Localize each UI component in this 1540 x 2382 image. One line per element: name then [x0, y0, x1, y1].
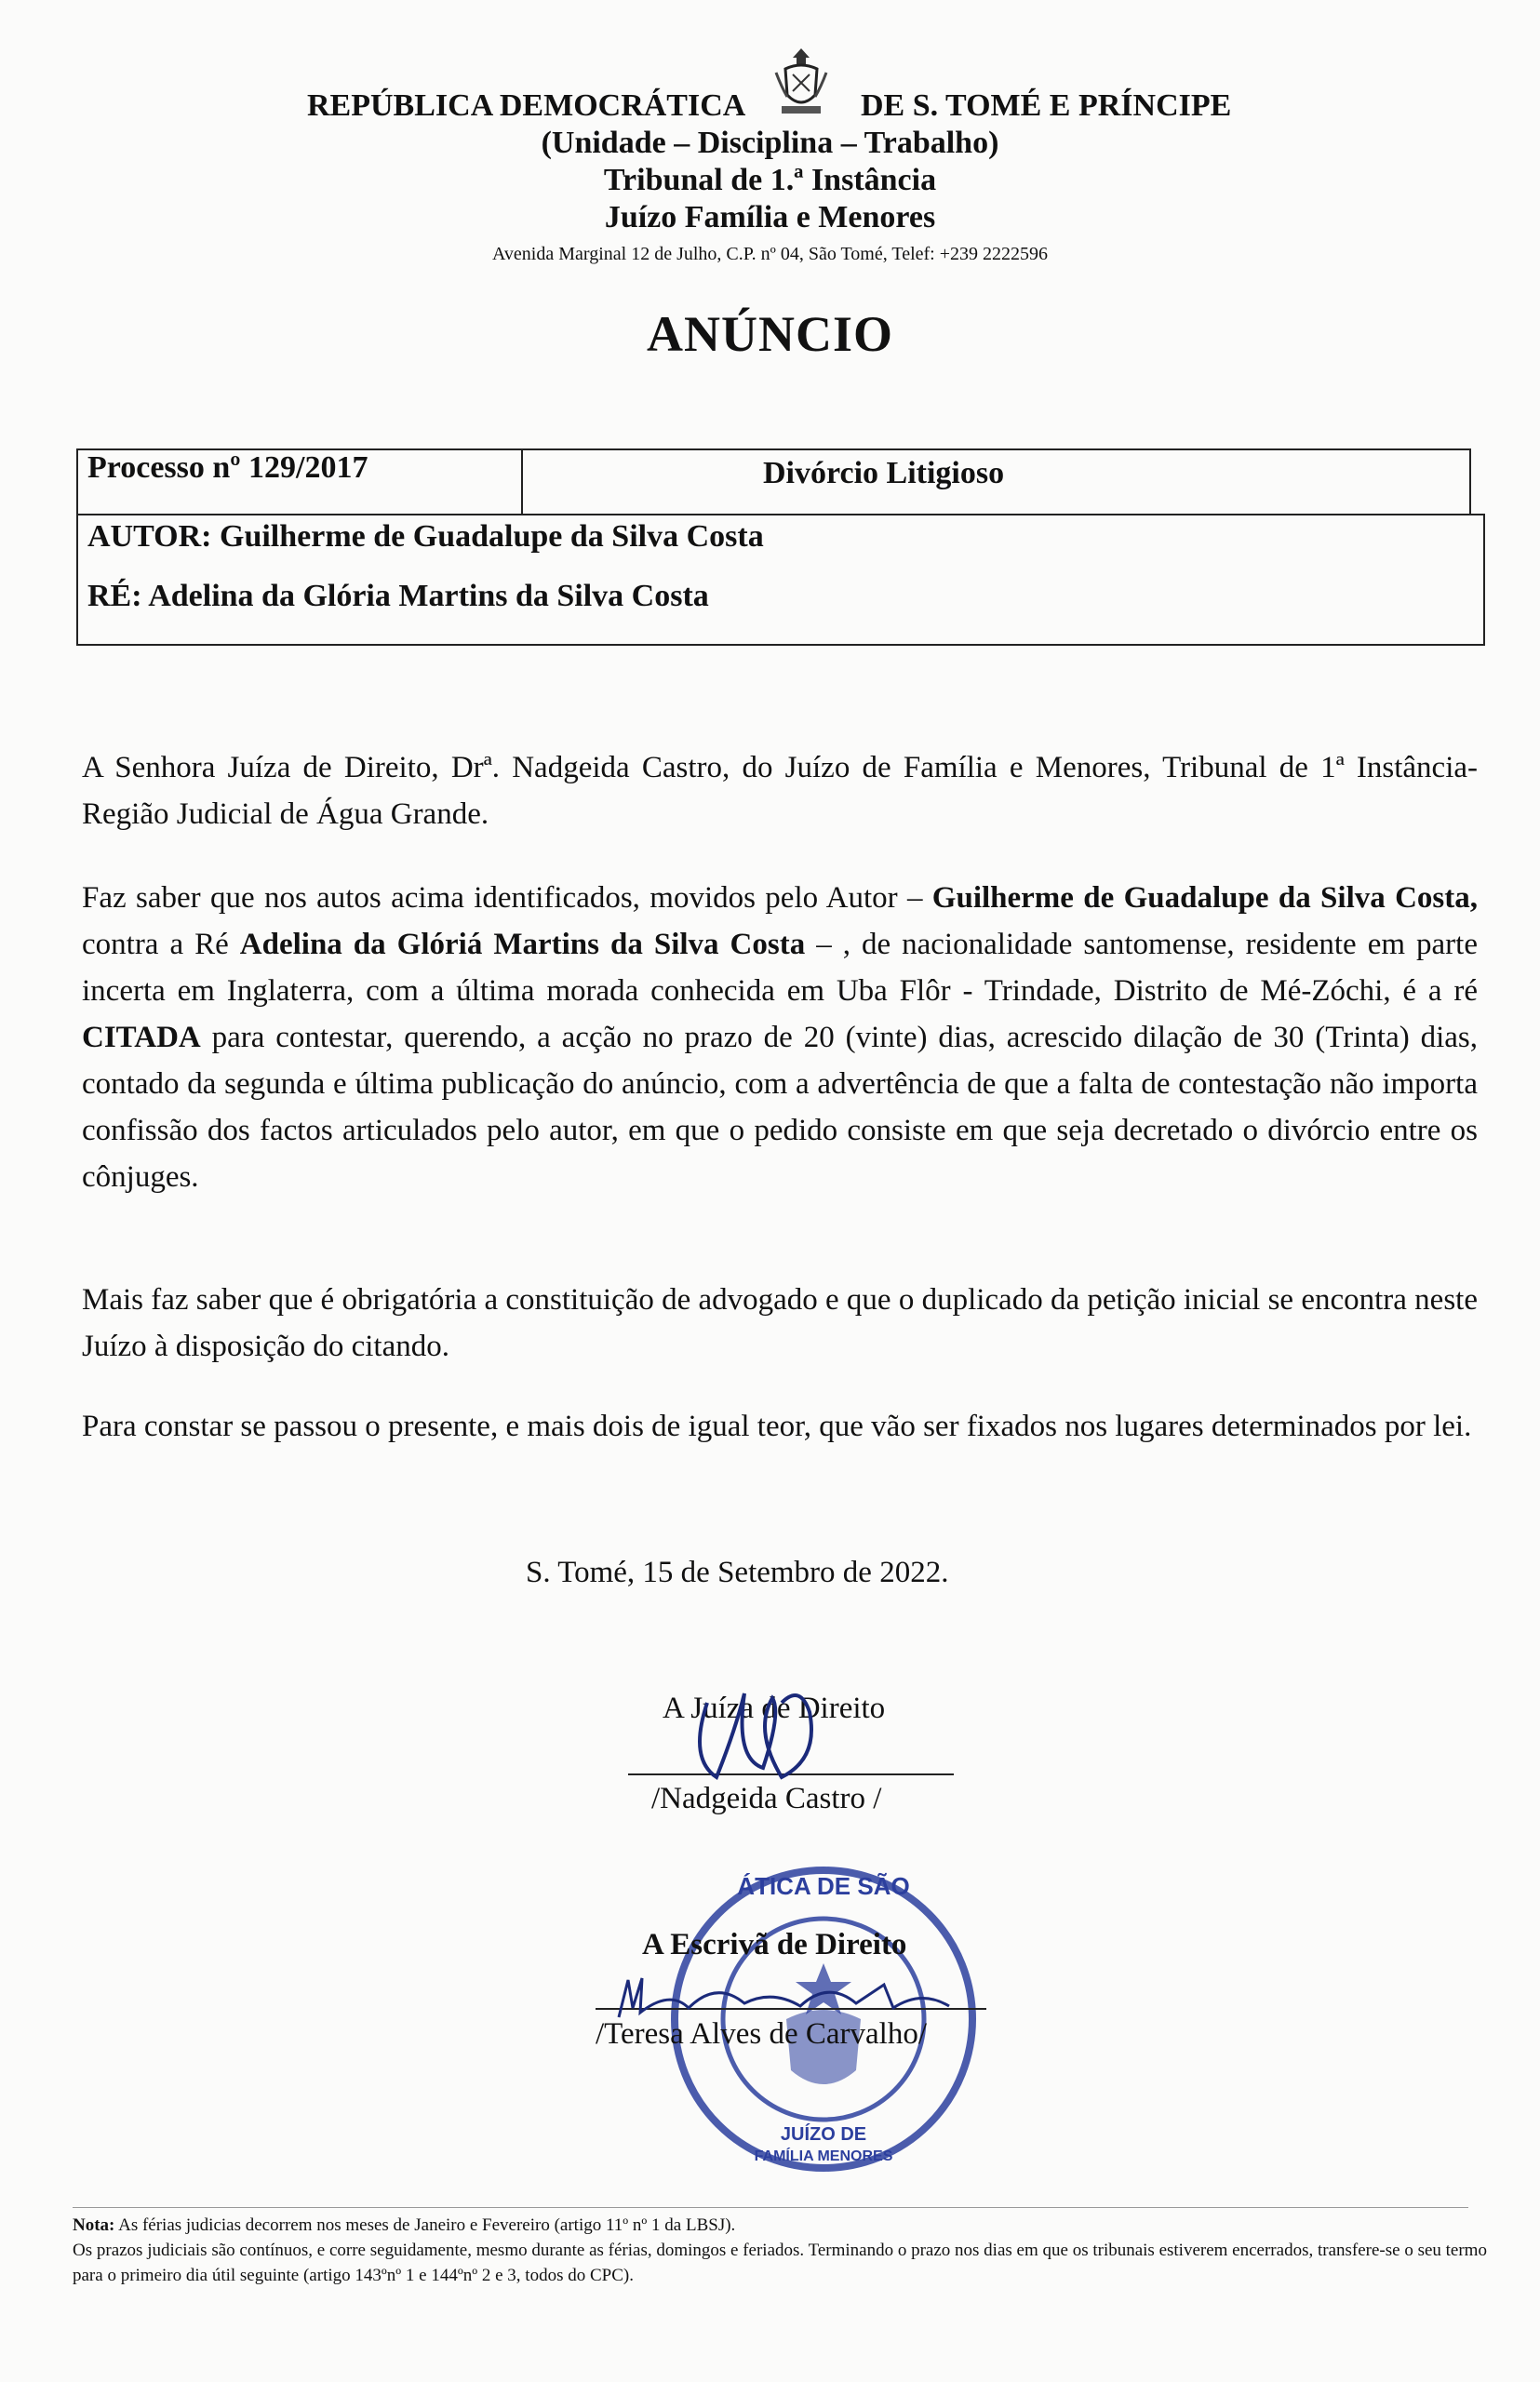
motto: (Unidade – Disciplina – Trabalho)	[541, 126, 999, 160]
clerk-signature	[614, 1971, 1005, 2027]
p2-author: Guilherme de Guadalupe da Silva Costa,	[931, 881, 1478, 915]
defendant-name: Adelina da Glória Martins da Silva Costa	[148, 579, 709, 613]
defendant-label: RÉ:	[87, 579, 142, 613]
author-label: AUTOR:	[87, 519, 212, 554]
svg-text:JUÍZO DE: JUÍZO DE	[780, 2124, 867, 2145]
note-text-2: Os prazos judiciais são contínuos, e corre seguidamente, mesmo durante as férias, domingos e feriados. Terminando o prazo nos dias em que os tribunais estiverem encerrados, transfere-se o seu termo para o primeiro dia útil seguinte (artigo 143ºnº 1 e 144ºnº 2 e 3, todos do CPC).	[73, 2241, 1487, 2285]
republic-right: DE S. TOMÉ E PRÍNCIPE	[861, 88, 1232, 123]
svg-text:ÁTICA DE SÃO: ÁTICA DE SÃO	[737, 1872, 910, 1900]
paragraph-intro: A Senhora Juíza de Direito, Drª. Nadgeida Castro, do Juízo de Família e Menores, Tribunal de 1ª Instância- Região Judicial de Água Grande.	[82, 751, 1478, 831]
p2-defendant: Adelina da Glóriá Martins da Silva Costa	[239, 928, 806, 961]
note-label: Nota:	[73, 2215, 115, 2235]
note-text-1: As férias judicias decorrem nos meses de Janeiro e Fevereiro (artigo 11º nº 1 da LBSJ).	[114, 2215, 736, 2235]
republic-left: REPÚBLICA DEMOCRÁTICA	[307, 88, 746, 123]
case-box-divider	[521, 448, 523, 514]
p2-cited: CITADA	[82, 1021, 201, 1054]
svg-text:FAMÍLIA MENORES: FAMÍLIA MENORES	[754, 2148, 893, 2164]
footer-divider	[73, 2207, 1468, 2208]
author-name: Guilherme de Guadalupe da Silva Costa	[220, 519, 764, 554]
clerk-title: A Escrivã de Direito	[642, 1928, 907, 1961]
court-address: Avenida Marginal 12 de Julho, C.P. nº 04, São Tomé, Telef: +239 2222596	[491, 244, 1049, 264]
page-title: ANÚNCIO	[646, 306, 893, 362]
footer-note-line-1	[73, 2213, 1487, 2238]
footer-note	[73, 2213, 1487, 2288]
division-name: Juízo Família e Menores	[604, 200, 936, 234]
paragraph-closing: Para constar se passou o presente, e mais dois de igual teor, que vão ser fixados nos lugares determinados por lei.	[82, 1410, 1472, 1443]
paragraph-lawyer: Mais faz saber que é obrigatória a constituição de advogado e que o duplicado da petição inicial se encontra neste Juízo à disposição do citando.	[82, 1283, 1478, 1363]
court-name: Tribunal de 1.ª Instância	[603, 163, 937, 197]
date-line: S. Tomé, 15 de Setembro de 2022.	[526, 1556, 949, 1589]
p2-text-c: – , de nacionalidade santomense, residente em parte incerta em Inglaterra, com a última morada conhecida em Uba Flôr - Trindade, Distrito de Mé-Zóchi, é a ré	[82, 928, 1478, 1008]
p2-text-d: para contestar, querendo, a acção no prazo de 20 (vinte) dias, acrescido dilação de 30 (Trinta) dias, contado da segunda e última publicação do anúncio, com a advertência de que a falta de contestação não importa confissão dos factos articulados pelo autor, em que o pedido consiste em que seja decretado o divórcio entre os cônjuges.	[82, 1021, 1478, 1194]
author-line	[87, 519, 764, 555]
p2-text-a: Faz saber que nos autos acima identificados, movidos pelo Autor –	[82, 881, 932, 915]
p2-text-b: contra a Ré	[82, 928, 240, 961]
paragraph-main	[82, 875, 1478, 1200]
process-number: Processo nº 129/2017	[87, 450, 368, 485]
coat-of-arms-icon	[772, 45, 830, 119]
judge-title: A Juíza de Direito	[663, 1692, 886, 1725]
judge-name: /Nadgeida Castro /	[651, 1782, 882, 1815]
case-type: Divórcio Litigioso	[763, 456, 1005, 490]
defendant-line	[87, 579, 709, 614]
clerk-name: /Teresa Alves de Carvalho/	[596, 2017, 927, 2051]
judge-signature	[670, 1675, 856, 1805]
